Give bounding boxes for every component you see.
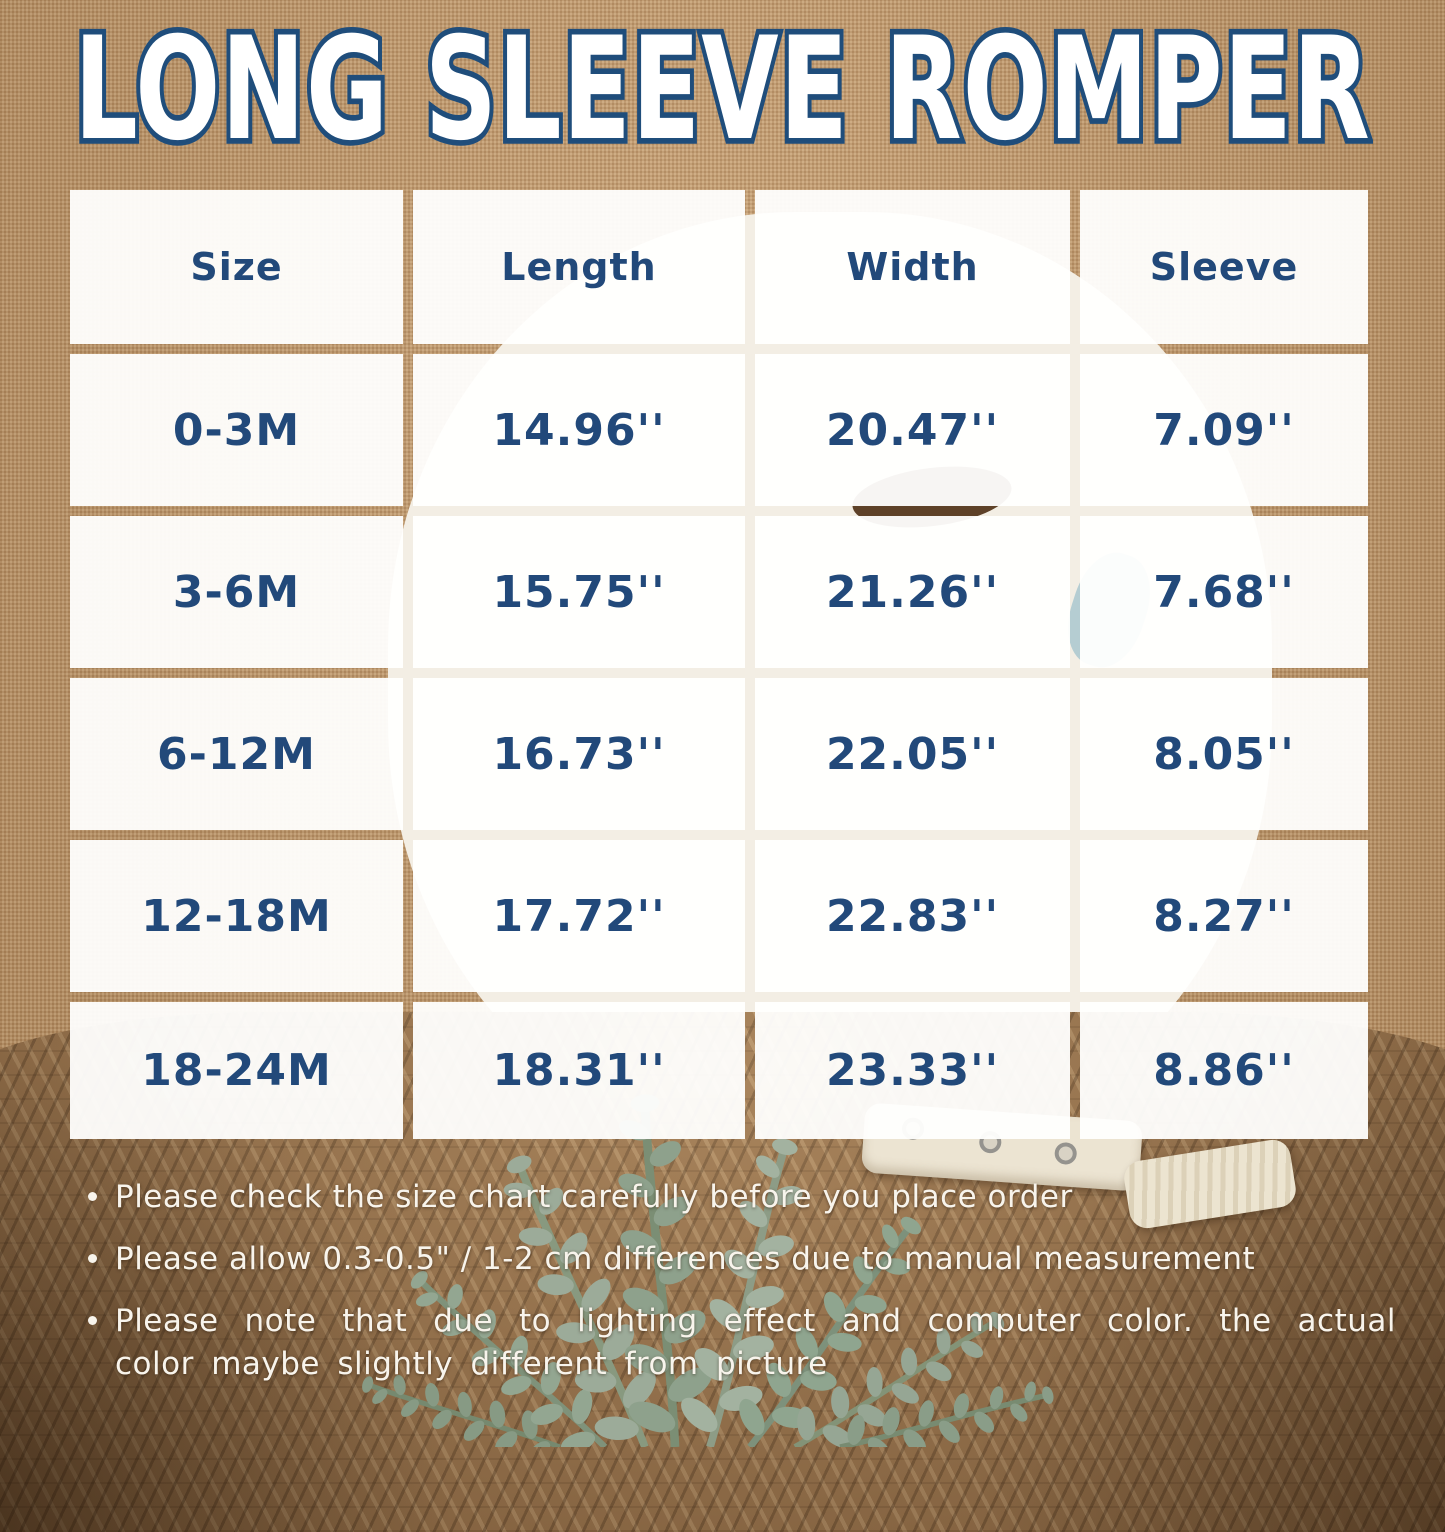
sleeve-cell: 8.27'' bbox=[1080, 840, 1368, 992]
note-text: Please check the size chart carefully before you place order bbox=[115, 1179, 1073, 1215]
length-cell: 15.75'' bbox=[413, 516, 745, 668]
size-cell: 12-18M bbox=[70, 840, 403, 992]
sleeve-cell: 8.86'' bbox=[1080, 1002, 1368, 1139]
bullet-icon bbox=[88, 1192, 97, 1201]
size-cell: 18-24M bbox=[70, 1002, 403, 1139]
length-cell: 18.31'' bbox=[413, 1002, 745, 1139]
size-table bbox=[70, 190, 1368, 1139]
note-item bbox=[84, 1176, 1396, 1219]
bullet-icon bbox=[88, 1316, 97, 1325]
length-cell: 16.73'' bbox=[413, 678, 745, 830]
column-header-length: Length bbox=[413, 190, 745, 344]
sleeve-cell: 7.09'' bbox=[1080, 354, 1368, 506]
length-cell: 14.96'' bbox=[413, 354, 745, 506]
notes-section bbox=[84, 1176, 1396, 1405]
note-item bbox=[84, 1300, 1396, 1386]
note-text: Please allow 0.3-0.5" / 1-2 cm differences due to manual measurement bbox=[115, 1241, 1256, 1277]
sleeve-cell: 8.05'' bbox=[1080, 678, 1368, 830]
length-cell: 17.72'' bbox=[413, 840, 745, 992]
width-cell: 21.26'' bbox=[755, 516, 1070, 668]
width-cell: 22.83'' bbox=[755, 840, 1070, 992]
column-header-sleeve: Sleeve bbox=[1080, 190, 1368, 344]
note-text: Please note that due to lighting effect and computer color. the actual color maybe slightly different from picture bbox=[115, 1303, 1396, 1382]
size-cell: 0-3M bbox=[70, 354, 403, 506]
column-header-size: Size bbox=[70, 190, 403, 344]
page-title: LONG SLEEVE ROMPER bbox=[74, 6, 1371, 173]
note-item bbox=[84, 1238, 1396, 1281]
width-cell: 23.33'' bbox=[755, 1002, 1070, 1139]
width-cell: 20.47'' bbox=[755, 354, 1070, 506]
width-cell: 22.05'' bbox=[755, 678, 1070, 830]
sleeve-cell: 7.68'' bbox=[1080, 516, 1368, 668]
column-header-width: Width bbox=[755, 190, 1070, 344]
bullet-icon bbox=[88, 1254, 97, 1263]
size-cell: 6-12M bbox=[70, 678, 403, 830]
size-cell: 3-6M bbox=[70, 516, 403, 668]
